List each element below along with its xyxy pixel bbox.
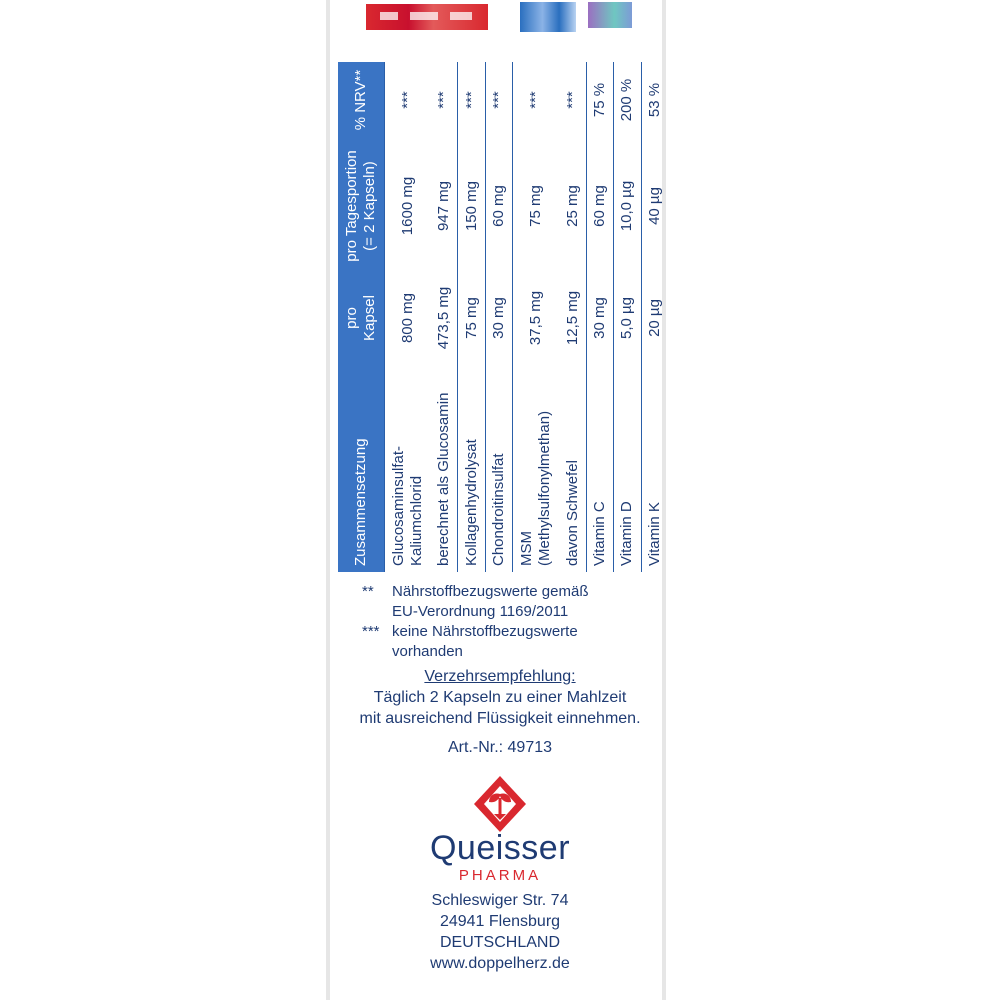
nrv-value: *** — [435, 91, 453, 109]
ingredient-name: MSM (Methylsulfonylmethan) — [513, 362, 560, 572]
table-row — [559, 62, 586, 572]
table-row — [614, 62, 641, 572]
header-per-capsule: pro Kapsel — [338, 274, 385, 362]
ingredient-name: Vitamin D — [614, 362, 641, 572]
table-row — [458, 62, 485, 572]
blue-label-strip — [520, 2, 576, 32]
ingredient-name: Vitamin K — [641, 362, 668, 572]
footnote-nrv: ** Nährstoffbezugswerte gemäß EU-Verordnung 1169/2011 — [362, 583, 589, 620]
table-row — [485, 62, 512, 572]
per-day-value: 947 mg — [435, 180, 453, 232]
per-capsule-value: 37,5 mg — [513, 274, 560, 362]
nrv-value: 53 % — [641, 62, 668, 138]
address-country: DEUTSCHLAND — [439, 934, 560, 951]
ingredient-name: davon Schwefel — [563, 460, 581, 566]
per-day-value: 60 mg — [586, 138, 613, 274]
per-capsule-value: 20 µg — [641, 274, 668, 362]
header-composition: Zusammensetzung — [338, 362, 385, 572]
per-day-value: 150 mg — [458, 138, 485, 274]
ingredient-name: Chondroitinsulfat — [485, 362, 512, 572]
website-link[interactable]: www.doppelherz.de — [430, 955, 570, 972]
table-row — [586, 62, 613, 572]
per-day-value: 10,0 µg — [614, 138, 641, 274]
nrv-value: 200 % — [614, 62, 641, 138]
table-row — [431, 62, 458, 572]
address-street: Schleswiger Str. 74 — [431, 892, 569, 909]
header-per-day: pro Tagesportion (= 2 Kapseln) — [338, 138, 385, 274]
recommendation-title: Verzehrsempfehlung: — [424, 668, 576, 685]
table-row — [641, 62, 668, 572]
per-day-value: 1600 mg — [385, 138, 432, 274]
per-day-value: 60 mg — [485, 138, 512, 274]
red-label-strip — [366, 4, 488, 30]
manufacturer-address — [334, 890, 666, 974]
recommendation-line: mit ausreichend Flüssigkeit einnehmen. — [359, 710, 641, 727]
nutrition-table — [338, 62, 668, 572]
per-day-value: 40 µg — [641, 138, 668, 274]
purple-label-strip — [588, 2, 632, 28]
ingredient-name: Glucosaminsulfat- Kaliumchlorid — [385, 362, 432, 572]
ingredient-name: berechnet als Glucosamin — [435, 392, 453, 566]
consumption-recommendation — [334, 666, 666, 758]
address-city: 24941 Flensburg — [439, 913, 561, 930]
package-top-artwork — [326, 0, 666, 38]
recommendation-line: Täglich 2 Kapseln zu einer Mahlzeit — [373, 689, 627, 706]
per-capsule-value: 473,5 mg — [435, 286, 453, 350]
per-capsule-value: 30 mg — [485, 274, 512, 362]
ingredient-name: Kollagenhydrolysat — [458, 362, 485, 572]
table-row — [513, 62, 560, 572]
ingredient-name: Vitamin C — [586, 362, 613, 572]
per-capsule-value: 12,5 mg — [563, 290, 581, 346]
nrv-value: *** — [485, 62, 512, 138]
per-capsule-value: 30 mg — [586, 274, 613, 362]
nrv-value: *** — [458, 62, 485, 138]
nrv-value: *** — [563, 91, 581, 109]
nrv-value: *** — [385, 62, 432, 138]
per-capsule-value: 75 mg — [458, 274, 485, 362]
nutrition-table-container — [338, 62, 668, 572]
brand-subtitle: PHARMA — [458, 867, 542, 884]
nrv-value: *** — [513, 62, 560, 138]
per-day-value: 75 mg — [513, 138, 560, 274]
nrv-value: 75 % — [586, 62, 613, 138]
per-day-value: 25 mg — [563, 185, 581, 227]
per-capsule-value: 800 mg — [385, 274, 432, 362]
brand-name: Queisser — [429, 829, 571, 867]
per-capsule-value: 5,0 µg — [614, 274, 641, 362]
table-row — [385, 62, 432, 572]
brand — [334, 828, 666, 884]
footnotes — [362, 582, 652, 662]
footnote-no-nrv: *** keine Nährstoffbezugswerte vorhanden — [362, 623, 578, 660]
article-number: Art.-Nr.: 49713 — [447, 739, 553, 756]
header-nrv: % NRV** — [338, 62, 385, 138]
